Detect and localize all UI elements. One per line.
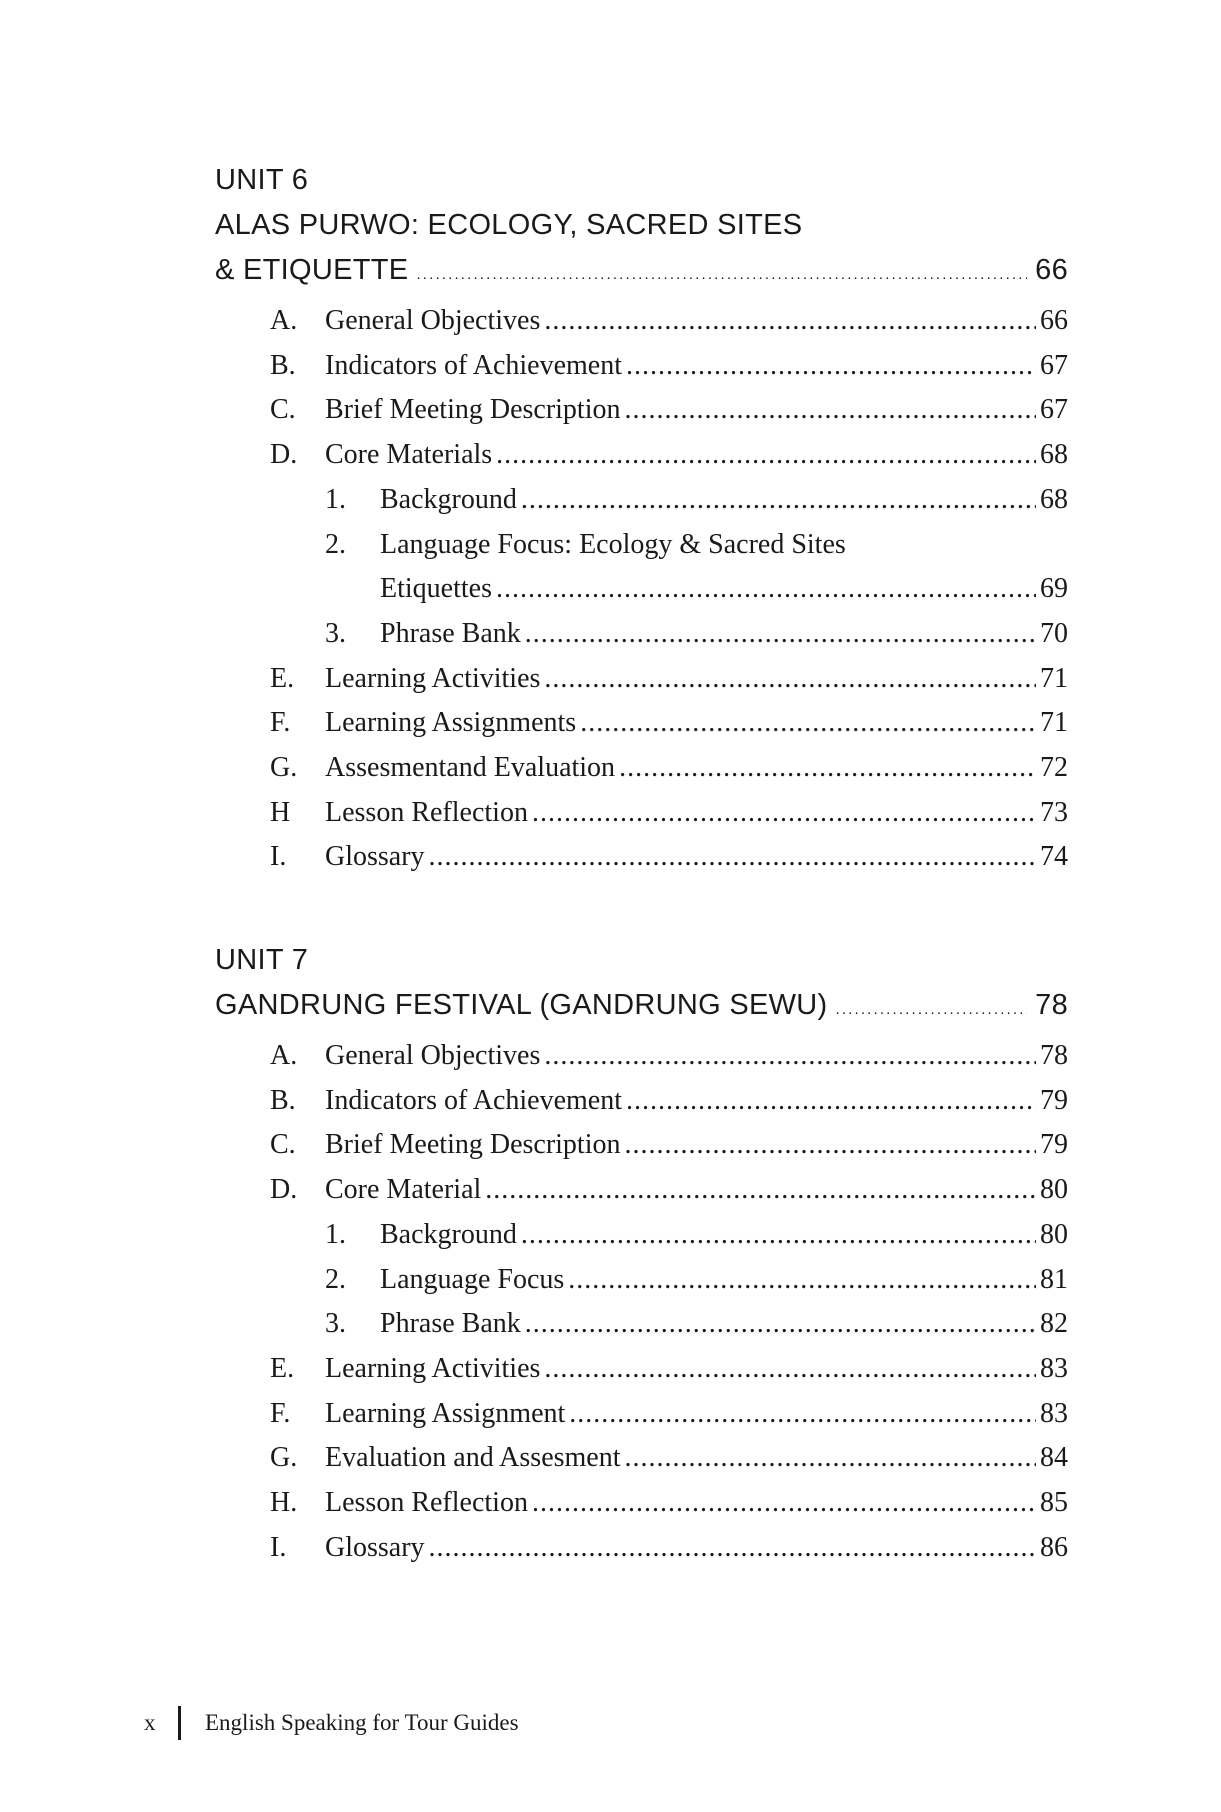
toc-marker: 3. <box>325 617 346 649</box>
toc-marker: 3. <box>325 1308 346 1340</box>
toc-marker: B. <box>270 1084 296 1116</box>
toc-marker: 1. <box>325 1218 346 1250</box>
toc-entry[interactable] <box>215 1168 1068 1213</box>
toc-marker: G. <box>270 1442 298 1474</box>
toc-marker: I. <box>270 841 287 873</box>
toc-page: 72 <box>1040 752 1068 784</box>
unit-6-section <box>215 158 1068 880</box>
toc-marker: D. <box>270 1174 298 1206</box>
dot-leader <box>429 835 1036 880</box>
toc-title: Evaluation and Assesment <box>325 1442 621 1474</box>
unit-label: UNIT 6 <box>215 164 309 196</box>
toc-page: 80 <box>1040 1174 1068 1206</box>
toc-subentry[interactable] <box>215 1258 1068 1303</box>
toc-page: 67 <box>1040 394 1068 426</box>
toc-entry[interactable] <box>215 388 1068 433</box>
toc-title: Glossary <box>325 841 425 873</box>
toc-entry[interactable] <box>215 1123 1068 1168</box>
toc-entry[interactable] <box>215 657 1068 702</box>
toc-title-continued: Etiquettes <box>380 573 492 605</box>
toc-page: 71 <box>1040 707 1068 739</box>
unit-page-number: 66 <box>1035 254 1068 286</box>
toc-entry[interactable] <box>215 1079 1068 1124</box>
toc-entry[interactable] <box>215 835 1068 880</box>
toc-page: 68 <box>1040 483 1068 515</box>
dot-leader <box>544 1347 1036 1392</box>
toc-page: 69 <box>1040 573 1068 605</box>
toc-page: 80 <box>1040 1218 1068 1250</box>
dot-leader <box>525 612 1036 657</box>
dot-leader <box>619 746 1036 791</box>
toc-title: General Objectives <box>325 1040 541 1071</box>
toc-entry[interactable] <box>215 791 1068 836</box>
dot-leader <box>416 248 1027 297</box>
toc-title: Learning Activities <box>325 1352 541 1384</box>
dot-leader <box>521 1213 1036 1258</box>
toc-title: Learning Activities <box>325 662 541 694</box>
dot-leader <box>626 1079 1036 1124</box>
footer-page-number: x <box>144 1710 156 1735</box>
toc-entry[interactable] <box>215 433 1068 478</box>
toc-page: 83 <box>1040 1352 1068 1384</box>
toc-marker: F. <box>270 707 291 739</box>
toc-page: 68 <box>1040 439 1068 471</box>
toc-title: Background <box>380 483 517 515</box>
toc-entry[interactable] <box>215 746 1068 791</box>
toc-marker: G. <box>270 752 298 784</box>
toc-marker: 2. <box>325 1263 346 1295</box>
unit-7-section <box>215 938 1068 1570</box>
unit-title-row[interactable] <box>215 983 1068 1032</box>
toc-subentry-continued[interactable] <box>215 567 1068 612</box>
dot-leader <box>625 1436 1036 1481</box>
toc-subentry[interactable] <box>215 478 1068 523</box>
toc-page: 73 <box>1040 796 1068 828</box>
dot-leader <box>568 1258 1036 1303</box>
toc-page: 84 <box>1040 1442 1068 1474</box>
toc-list <box>215 299 1068 880</box>
toc-page: 66 <box>1040 305 1068 336</box>
toc-title: Language Focus: Ecology & Sacred Sites <box>380 528 846 560</box>
toc-page: 79 <box>1040 1084 1068 1116</box>
toc-marker: B. <box>270 349 296 381</box>
toc-entry[interactable] <box>215 344 1068 389</box>
toc-entry[interactable] <box>215 1481 1068 1526</box>
toc-marker: H. <box>270 1487 298 1519</box>
dot-leader <box>532 1481 1036 1526</box>
unit-label: UNIT 7 <box>215 944 309 976</box>
toc-title: Lesson Reflection <box>325 796 528 828</box>
unit-title-line-2: & ETIQUETTE <box>215 254 409 286</box>
toc-page: 81 <box>1040 1263 1068 1295</box>
toc-title: General Objectives <box>325 305 541 336</box>
toc-title: Glossary <box>325 1531 425 1563</box>
toc-marker: 2. <box>325 528 346 560</box>
toc-entry[interactable] <box>215 1436 1068 1481</box>
dot-leader <box>626 344 1036 389</box>
toc-entry[interactable] <box>215 701 1068 746</box>
toc-marker: H <box>270 796 291 828</box>
unit-title-row[interactable] <box>215 248 1068 297</box>
dot-leader <box>496 567 1036 612</box>
toc-marker: E. <box>270 662 295 694</box>
dot-leader <box>429 1526 1036 1571</box>
toc-list <box>215 1034 1068 1570</box>
toc-title: Background <box>380 1218 517 1250</box>
toc-title: Lesson Reflection <box>325 1487 528 1519</box>
dot-leader <box>580 701 1036 746</box>
page-footer <box>144 1703 519 1743</box>
dot-leader <box>485 1168 1036 1213</box>
toc-page: 79 <box>1040 1129 1068 1161</box>
toc-entry[interactable] <box>215 1392 1068 1437</box>
dot-leader <box>624 1123 1036 1168</box>
toc-page: 71 <box>1040 662 1068 694</box>
toc-marker: D. <box>270 439 298 471</box>
toc-page: 86 <box>1040 1531 1068 1563</box>
toc-entry[interactable] <box>215 1034 1068 1079</box>
toc-subentry[interactable] <box>215 612 1068 657</box>
toc-page: 85 <box>1040 1487 1068 1519</box>
dot-leader <box>544 299 1036 344</box>
toc-entry[interactable] <box>215 1347 1068 1392</box>
dot-leader <box>624 388 1036 433</box>
toc-marker: F. <box>270 1397 291 1429</box>
toc-page: 82 <box>1040 1308 1068 1340</box>
toc-page: 74 <box>1040 841 1068 873</box>
dot-leader <box>569 1392 1036 1437</box>
dot-leader <box>544 657 1036 702</box>
toc-title: Core Material <box>325 1174 482 1206</box>
toc-marker: 1. <box>325 483 346 515</box>
footer-book-title: English Speaking for Tour Guides <box>205 1710 519 1735</box>
toc-marker: C. <box>270 394 296 426</box>
toc-title: Phrase Bank <box>380 617 521 649</box>
toc-page: 70 <box>1040 617 1068 649</box>
toc-title: Learning Assignments <box>325 707 577 739</box>
dot-leader <box>521 478 1036 523</box>
unit-page-number: 78 <box>1035 989 1068 1021</box>
dot-leader <box>836 983 1028 1032</box>
toc-marker: E. <box>270 1352 295 1384</box>
toc-title: Phrase Bank <box>380 1308 521 1340</box>
toc-title: Indicators of Achievement <box>325 1084 623 1116</box>
toc-marker: A. <box>270 1040 298 1071</box>
toc-subentry[interactable] <box>215 1302 1068 1347</box>
toc-title: Core Materials <box>325 439 493 471</box>
toc-marker: A. <box>270 305 298 336</box>
toc-subentry[interactable] <box>215 1213 1068 1258</box>
toc-page: 83 <box>1040 1397 1068 1429</box>
dot-leader <box>496 433 1036 478</box>
unit-title-line-1: ALAS PURWO: ECOLOGY, SACRED SITES <box>215 209 803 241</box>
footer-divider <box>178 1706 181 1740</box>
toc-page: 78 <box>1040 1040 1068 1071</box>
toc-entry[interactable] <box>215 299 1068 344</box>
toc-marker: C. <box>270 1129 296 1161</box>
dot-leader <box>525 1302 1036 1347</box>
toc-entry[interactable] <box>215 1526 1068 1571</box>
toc-marker: I. <box>270 1531 287 1563</box>
toc-title: Language Focus <box>380 1263 565 1295</box>
toc-title: Learning Assignment <box>325 1397 566 1429</box>
unit-title-line-1: GANDRUNG FESTIVAL (GANDRUNG SEWU) <box>215 989 828 1021</box>
toc-page: 67 <box>1040 349 1068 381</box>
dot-leader <box>544 1034 1036 1079</box>
toc-title: Brief Meeting Description <box>325 394 621 426</box>
toc-title: Brief Meeting Description <box>325 1129 621 1161</box>
toc-subentry[interactable] <box>215 523 1068 568</box>
toc-title: Indicators of Achievement <box>325 349 623 381</box>
dot-leader <box>532 791 1036 836</box>
toc-title: Assesmentand Evaluation <box>325 752 616 784</box>
